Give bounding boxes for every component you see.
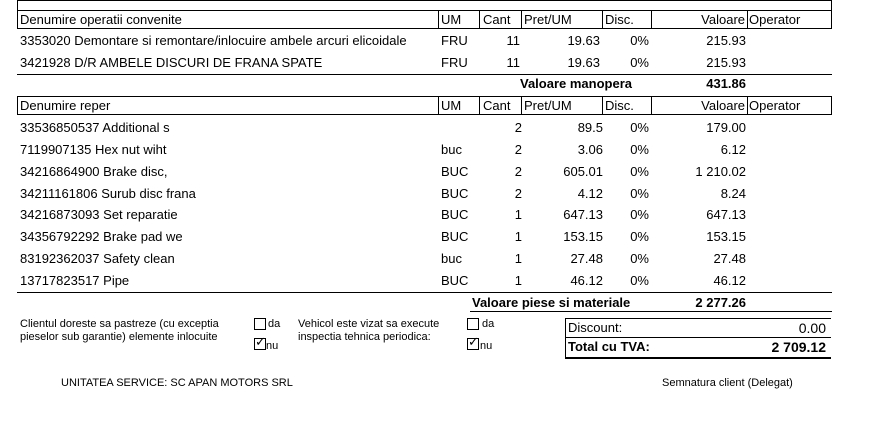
header-valoare: Valoare: [701, 98, 745, 113]
part-name: 13717823517 Pipe: [20, 273, 130, 288]
part-um: BUC: [441, 164, 469, 179]
table-row: [20, 227, 810, 247]
part-cant: 2: [514, 142, 522, 157]
part-cant: 2: [514, 120, 522, 135]
part-pret: 605.01: [563, 164, 603, 179]
table-row: [20, 271, 810, 291]
part-name: 33536850537 Additional s: [20, 120, 170, 135]
header-cant: Cant: [483, 98, 511, 113]
part-name: 34356792292 Brake pad we: [20, 229, 183, 244]
part-disc: 0%: [630, 229, 649, 244]
table-row: [20, 31, 810, 51]
op-valoare: 215.93: [706, 33, 746, 48]
part-valoare: 179.00: [706, 120, 746, 135]
part-disc: 0%: [630, 273, 649, 288]
op-disc: 0%: [630, 33, 649, 48]
op-pret: 19.63: [567, 33, 600, 48]
part-pret: 89.5: [577, 120, 603, 135]
part-name: 83192362037 Safety clean: [20, 251, 175, 266]
inspection-da-checkbox[interactable]: [467, 318, 479, 330]
part-um: BUC: [441, 273, 469, 288]
header-disc: Disc.: [605, 12, 634, 27]
header-name: Denumire reper: [20, 98, 111, 113]
part-name: 34211161806 Surub disc frana: [20, 186, 196, 201]
header-disc: Disc.: [605, 98, 634, 113]
part-name: 34216864900 Brake disc,: [20, 164, 168, 179]
service-unit: UNITATEA SERVICE: SC APAN MOTORS SRL: [61, 377, 293, 389]
part-pret: 27.48: [570, 251, 603, 266]
part-disc: 0%: [630, 186, 649, 201]
part-um: buc: [441, 251, 462, 266]
op-cant: 11: [506, 55, 520, 70]
option-inspection-line2: inspectia tehnica periodica:: [298, 331, 431, 343]
part-pret: 153.15: [563, 229, 603, 244]
operations-total-label: Valoare manopera: [520, 76, 632, 91]
option-inspection-line1: Vehicol este vizat sa execute: [298, 318, 440, 330]
part-disc: 0%: [630, 142, 649, 157]
part-valoare: 153.15: [706, 229, 746, 244]
parts-header: [17, 96, 832, 115]
part-um: BUC: [441, 229, 469, 244]
total-tva-label: Total cu TVA:: [568, 339, 650, 354]
header-um: UM: [441, 98, 462, 113]
header-cant: Cant: [483, 12, 511, 27]
table-row: [20, 53, 810, 73]
part-valoare: 46.12: [713, 273, 746, 288]
part-cant: 2: [514, 164, 522, 179]
part-pret: 46.12: [570, 273, 603, 288]
parts-total-value: 2 277.26: [695, 295, 746, 310]
discount-value: 0.00: [798, 320, 826, 336]
part-valoare: 6.12: [720, 142, 746, 157]
part-pret: 3.06: [577, 142, 603, 157]
part-disc: 0%: [630, 120, 649, 135]
header-operator: Operator: [749, 12, 801, 27]
table-row: [20, 118, 810, 138]
op-cant: 11: [506, 33, 520, 48]
table-row: [20, 205, 810, 225]
part-disc: 0%: [630, 251, 649, 266]
table-row: [20, 162, 810, 182]
part-cant: 1: [514, 273, 522, 288]
op-valoare: 215.93: [706, 55, 746, 70]
part-um: buc: [441, 142, 462, 157]
table-row: [20, 184, 810, 204]
part-name: 34216873093 Set reparatie: [20, 207, 178, 222]
header-name: Denumire operatii convenite: [20, 12, 182, 27]
table-row: [20, 140, 810, 160]
op-name: 3421928 D/R AMBELE DISCURI DE FRANA SPATE: [20, 55, 323, 70]
part-um: BUC: [441, 186, 469, 201]
keep-parts-da-label: da: [268, 318, 281, 330]
part-cant: 2: [514, 186, 522, 201]
total-tva-value: 2 709.12: [771, 339, 826, 355]
parts-total-line: [17, 292, 832, 293]
option-keep-parts-line1: Clientul doreste sa pastreze (cu exceptia: [20, 318, 219, 330]
header-operator: Operator: [749, 98, 801, 113]
op-name: 3353020 Demontare si remontare/inlocuire ambele arcuri elicoidale: [20, 33, 407, 48]
part-valoare: 1 210.02: [695, 164, 746, 179]
header-pret: Pret/UM: [524, 12, 572, 27]
part-cant: 1: [514, 229, 522, 244]
part-valoare: 8.24: [720, 186, 746, 201]
header-valoare: Valoare: [701, 12, 745, 27]
discount-label: Discount:: [568, 320, 623, 335]
table-row: [20, 249, 810, 269]
operations-header: [17, 10, 832, 29]
keep-parts-da-checkbox[interactable]: [254, 318, 266, 330]
op-pret: 19.63: [567, 55, 600, 70]
top-border-right: [831, 0, 832, 10]
header-pret: Pret/UM: [524, 98, 572, 113]
part-cant: 1: [514, 251, 522, 266]
part-pret: 647.13: [563, 207, 603, 222]
parts-total-label: Valoare piese si materiale: [472, 295, 631, 310]
top-border-left: [17, 0, 18, 10]
top-border: [17, 0, 832, 1]
inspection-nu-checkbox[interactable]: [467, 338, 479, 350]
option-keep-parts-line2: pieselor sub garantie) elemente inlocuite: [20, 331, 218, 343]
part-pret: 4.12: [577, 186, 603, 201]
keep-parts-nu-checkbox[interactable]: [254, 338, 266, 350]
summary-box: [565, 318, 831, 357]
op-um: FRU: [441, 55, 468, 70]
operations-total-value: 431.86: [706, 76, 746, 91]
op-disc: 0%: [630, 55, 649, 70]
part-disc: 0%: [630, 164, 649, 179]
part-valoare: 647.13: [706, 207, 746, 222]
part-name: 7119907135 Hex nut wiht: [20, 142, 167, 157]
part-cant: 1: [514, 207, 522, 222]
inspection-nu-label: nu: [480, 340, 493, 352]
header-um: UM: [441, 12, 462, 27]
keep-parts-nu-label: nu: [266, 340, 279, 352]
operations-total-line: [17, 74, 832, 75]
part-um: BUC: [441, 207, 469, 222]
part-valoare: 27.48: [713, 251, 746, 266]
client-signature-label: Semnatura client (Delegat): [662, 377, 793, 389]
parts-total-underline: [470, 311, 832, 312]
summary-bottom-line: [565, 357, 831, 359]
op-um: FRU: [441, 33, 468, 48]
inspection-da-label: da: [482, 318, 495, 330]
part-disc: 0%: [630, 207, 649, 222]
